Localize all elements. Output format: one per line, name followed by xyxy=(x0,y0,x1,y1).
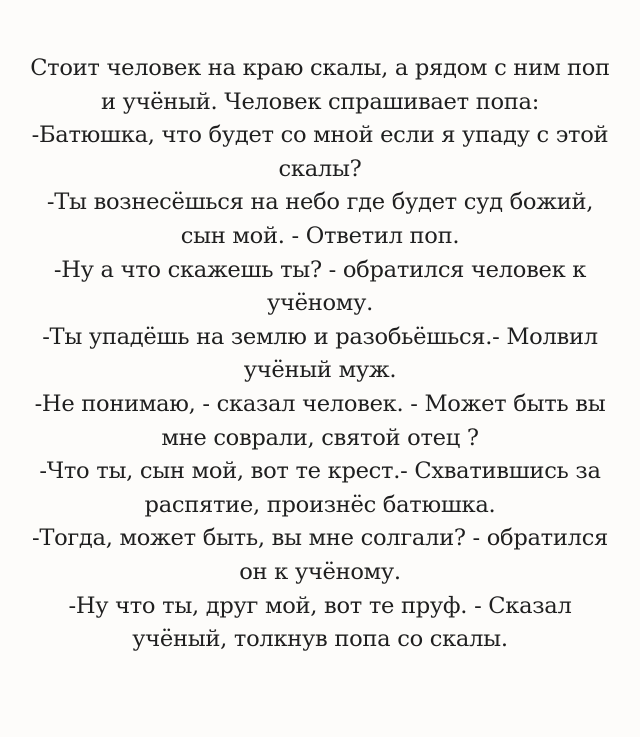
text-line: учёный муж. xyxy=(243,357,397,384)
text-line: мне соврали, святой отец ? xyxy=(161,424,479,451)
text-line: -Ты упадёшь на землю и разобьёшься.- Молвил xyxy=(42,323,598,350)
joke-text xyxy=(18,52,622,657)
text-line: сын мой. - Ответил поп. xyxy=(180,222,460,249)
text-line: скалы? xyxy=(278,155,362,182)
text-line: учёный, толкнув попа со скалы. xyxy=(132,626,508,653)
text-line: и учёный. Человек спрашивает попа: xyxy=(100,88,540,115)
text-line: учёному. xyxy=(267,290,373,317)
text-line: -Что ты, сын мой, вот те крест.- Схватившись за xyxy=(39,458,601,485)
text-line: распятие, произнёс батюшка. xyxy=(144,491,496,518)
text-line: -Ну что ты, друг мой, вот те пруф. - Сказал xyxy=(68,592,572,619)
text-line: -Ты вознесёшься на небо где будет суд божий, xyxy=(46,189,594,216)
text-line: -Тогда, может быть, вы мне солгали? - обратился xyxy=(31,525,609,552)
text-line: -Батюшка, что будет со мной если я упаду с этой xyxy=(31,122,609,149)
text-line: -Ну а что скажешь ты? - обратился человек к xyxy=(53,256,587,283)
text-line: он к учёному. xyxy=(239,558,401,585)
text-line: -Не понимаю, - сказал человек. - Может быть вы xyxy=(34,390,606,417)
text-line: Стоит человек на краю скалы, а рядом с ним поп xyxy=(30,55,610,81)
